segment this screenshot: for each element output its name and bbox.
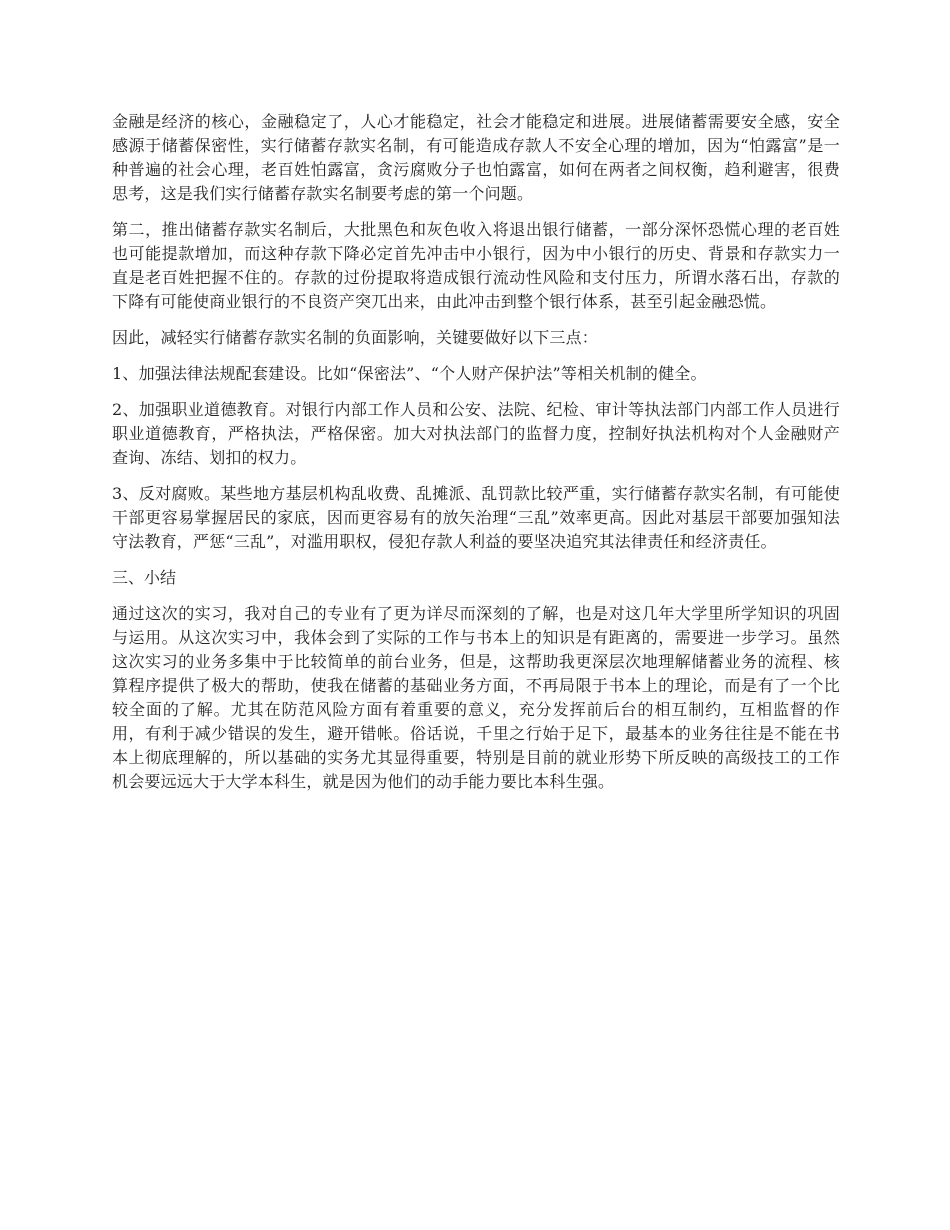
paragraph-three-points-intro: 因此，减轻实行储蓄存款实名制的负面影响，关键要做好以下三点： xyxy=(112,328,599,347)
paragraph-financial-stability: 金融是经济的核心，金融稳定了，人心才能稳定，社会才能稳定和进展。进展储蓄需要安全感，安全感源于储蓄保密性，实行储蓄存款实名制，有可能造成存款人不安全心理的增加，因为“怕露富”是一种普遍的社会心理，老百姓怕露富，贪污腐败分子也怕露富，如何在两者之间权衡，趋利避害，很费思考，这是我们实行储蓄存款实名制要考虑的第一个问题。 xyxy=(112,112,840,203)
list-item-2: 2、加强职业道德教育。对银行内部工作人员和公安、法院、纪检、审计等执法部门内部工作人员进行职业道德教育，严格执法，严格保密。加大对执法部门的监督力度，控制好执法机构对个人金融财产查询、冻结、划扣的权力。 xyxy=(112,400,840,467)
paragraph-summary: 通过这次的实习，我对自己的专业有了更为详尽而深刻的了解，也是对这几年大学里所学知识的巩固与运用。从这次实习中，我体会到了实际的工作与书本上的知识是有距离的，需要进一步学习。虽然这次实习的业务多集中于比较简单的前台业务，但是，这帮助我更深层次地理解储蓄业务的流程、核算程序提供了极大的帮助，使我在储蓄的基础业务方面，不再局限于书本上的理论，而是有了一个比较全面的了解。尤其在防范风险方面有着重要的意义，充分发挥前后台的相互制约，互相监督的作用，有利于减少错误的发生，避开错帐。俗话说，千里之行始于足下，最基本的业务往往是不能在书本上彻底理解的，所以基础的实务尤其显得重要，特别是目前的就业形势下所反映的高级技工的工作机会要远远大于大学本科生，就是因为他们的动手能力要比本科生强。 xyxy=(112,604,840,791)
section-heading-summary: 三、小结 xyxy=(112,568,177,587)
document-body xyxy=(112,110,840,806)
paragraph-second-point: 第二，推出储蓄存款实名制后，大批黑色和灰色收入将退出银行储蓄，一部分深怀恐慌心理的老百姓也可能提款增加，而这种存款下降必定首先冲击中小银行，因为中小银行的历史、背景和存款实力一直是老百姓把握不住的。存款的过份提取将造成银行流动性风险和支付压力，所谓水落石出，存款的下降有可能使商业银行的不良资产突兀出来，由此冲击到整个银行体系，甚至引起金融恐慌。 xyxy=(112,220,840,311)
list-item-3: 3、反对腐败。某些地方基层机构乱收费、乱摊派、乱罚款比较严重，实行储蓄存款实名制，有可能使干部更容易掌握居民的家底，因而更容易有的放矢治理“三乱”效率更高。因此对基层干部要加强知法守法教育，严惩“三乱”，对滥用职权，侵犯存款人利益的要坚决追究其法律责任和经济责任。 xyxy=(112,484,840,551)
list-item-1: 1、加强法律法规配套建设。比如“保密法”、“个人财产保护法”等相关机制的健全。 xyxy=(112,364,707,383)
